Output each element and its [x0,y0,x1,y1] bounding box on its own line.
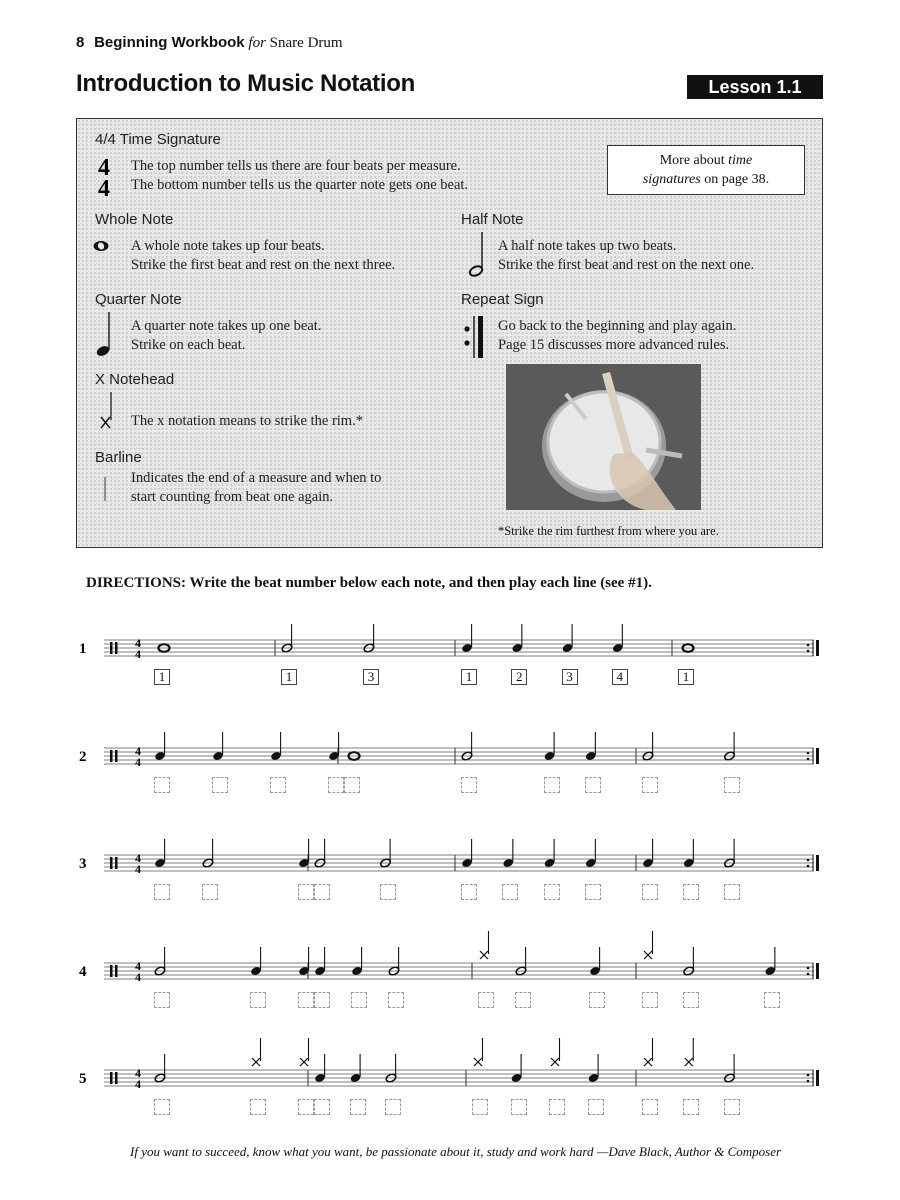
beat-answer-box[interactable] [478,992,494,1008]
repeat-dot [807,650,810,653]
repeat-dot [807,967,810,970]
for-word: for [248,35,266,51]
beat-answer-box[interactable] [461,777,477,793]
line-number: 4 [79,964,87,980]
percussion-clef-bar [115,1072,118,1084]
line-number: 2 [79,749,87,765]
percussion-clef-bar [115,965,118,977]
beat-answer-box[interactable] [212,777,228,793]
beat-answer-box[interactable] [461,884,477,900]
beat-answer-box[interactable] [544,777,560,793]
percussion-clef-bar [115,750,118,762]
repeat-dot [807,758,810,761]
time-sig-line2: The bottom number tells us the quarter note gets one beat. [131,177,469,193]
time-sig-top: 4 [135,636,141,650]
repeat-dot [807,1080,810,1083]
footer-quote: If you want to succeed, know what you want, be passionate about it, study and work hard —Dave Black, Author & Composer [130,1144,782,1159]
beat-answer-box[interactable] [380,884,396,900]
half-note-line1: A half note takes up two beats. [498,238,677,254]
percussion-clef-bar [110,750,113,762]
beat-answer-box[interactable] [585,884,601,900]
beat-answer-box[interactable] [724,777,740,793]
whole-note-line2: Strike the first beat and rest on the next three. [131,257,396,273]
repeat-thick-bar [816,855,819,871]
whole-note-heading: Whole Note [95,211,174,228]
half-note-line2: Strike the first beat and rest on the next one. [498,257,755,273]
lesson-badge: Lesson 1.1 [687,75,823,99]
beat-answer-box[interactable] [589,992,605,1008]
beat-answer-box[interactable] [250,1099,266,1115]
time-sig-top: 4 [135,959,141,973]
page-title: Introduction to Music Notation [76,70,415,97]
photo-caption: *Strike the rim furthest from where you are. [498,524,719,538]
barline-heading: Barline [95,449,142,466]
beat-answer-box: 1 [281,669,297,685]
repeat-dot [807,973,810,976]
percussion-clef-bar [110,642,113,654]
beat-answer-box[interactable] [515,992,531,1008]
beat-answer-box[interactable] [724,884,740,900]
beat-answer-box[interactable] [683,1099,699,1115]
repeat-line1: Go back to the beginning and play again. [498,318,737,334]
barline-line2: start counting from beat one again. [131,489,334,505]
beat-answer-box[interactable] [388,992,404,1008]
beat-answer-box[interactable] [472,1099,488,1115]
beat-answer-box[interactable] [314,1099,330,1115]
more-signatures: signatures [642,172,701,187]
percussion-clef-bar [110,965,113,977]
instrument-name: Snare Drum [269,35,343,51]
half-note-heading: Half Note [461,211,524,228]
time-sig-top: 4 [135,744,141,758]
beat-answer-box[interactable] [351,992,367,1008]
beat-answer-box[interactable] [328,777,344,793]
time-sig-bottom: 4 [135,755,141,769]
beat-answer-box[interactable] [764,992,780,1008]
repeat-thick-bar [816,748,819,764]
beat-answer-box[interactable] [642,777,658,793]
x-notehead-line1: The x notation means to strike the rim.* [131,413,363,429]
beat-answer-box[interactable] [544,884,560,900]
repeat-dot [807,644,810,647]
barline-line1: Indicates the end of a measure and when to [131,470,382,486]
whole-note-line1: A whole note takes up four beats. [131,238,325,254]
x-notehead-heading: X Notehead [95,371,175,388]
quarter-note-line1: A quarter note takes up one beat. [131,318,322,334]
repeat-thick-bar [816,1070,819,1086]
time-sig-bottom: 4 [135,970,141,984]
beat-answer-box[interactable] [314,992,330,1008]
time-sig-bottom: 4 [135,1077,141,1091]
percussion-clef-bar [115,857,118,869]
more-time: time [728,153,753,168]
beat-answer-box[interactable] [154,777,170,793]
beat-answer-box[interactable] [511,1099,527,1115]
beat-answer-box: 1 [461,669,477,685]
repeat-thick-bar [816,963,819,979]
directions: DIRECTIONS: Write the beat number below each note, and then play each line (see #1). [86,575,652,591]
beat-answer-box[interactable] [502,884,518,900]
beat-answer-box[interactable] [298,1099,314,1115]
beat-answer-box[interactable] [270,777,286,793]
time-sig-top: 4 [135,1066,141,1080]
beat-answer-box: 1 [154,669,170,685]
ts-bottom: 4 [98,176,110,199]
line-number: 3 [79,856,87,872]
beat-answer-box[interactable] [724,1099,740,1115]
beat-answer-box[interactable] [350,1099,366,1115]
repeat-dot [807,865,810,868]
beat-answer-box[interactable] [642,1099,658,1115]
beat-answer-box[interactable] [154,884,170,900]
beat-answer-box[interactable] [298,992,314,1008]
time-sig-line1: The top number tells us there are four beats per measure. [131,158,461,174]
beat-answer-box[interactable] [154,1099,170,1115]
quarter-note-heading: Quarter Note [95,291,182,308]
beat-answer-box[interactable] [344,777,360,793]
ts-top: 4 [98,155,110,181]
beat-answer-box[interactable] [642,992,658,1008]
line-number: 1 [79,641,87,657]
beat-answer-box: 1 [678,669,694,685]
beat-answer-box[interactable] [549,1099,565,1115]
line-number: 5 [79,1071,87,1087]
beat-answer-box[interactable] [154,992,170,1008]
beat-answer-box[interactable] [642,884,658,900]
beat-answer-box[interactable] [250,992,266,1008]
page-number: 8 [76,34,85,51]
beat-answer-box[interactable] [683,884,699,900]
repeat-line2: Page 15 discusses more advanced rules. [498,337,730,353]
beat-answer-box[interactable] [202,884,218,900]
beat-answer-box[interactable] [385,1099,401,1115]
repeat-thick-bar [816,640,819,656]
percussion-clef-bar [110,1072,113,1084]
book-title: Beginning Workbook [94,34,245,51]
beat-answer-box[interactable] [298,884,314,900]
repeat-dot [807,752,810,755]
more-pre: More about [659,153,725,168]
time-sig-heading: 4/4 Time Signature [95,131,221,148]
percussion-clef-bar [110,857,113,869]
beat-answer-box[interactable] [683,992,699,1008]
beat-answer-box: 4 [612,669,628,685]
beat-answer-box: 2 [511,669,527,685]
time-sig-top: 4 [135,851,141,865]
repeat-dot [807,859,810,862]
repeat-dot [807,1074,810,1077]
more-post: on page 38. [704,172,770,187]
beat-answer-box: 3 [363,669,379,685]
repeat-sign-heading: Repeat Sign [461,291,544,308]
beat-answer-box[interactable] [588,1099,604,1115]
time-sig-bottom: 4 [135,647,141,661]
beat-answer-box[interactable] [585,777,601,793]
beat-answer-box: 3 [562,669,578,685]
beat-answer-box[interactable] [314,884,330,900]
percussion-clef-bar [115,642,118,654]
time-sig-bottom: 4 [135,862,141,876]
quarter-note-line2: Strike on each beat. [131,337,246,353]
